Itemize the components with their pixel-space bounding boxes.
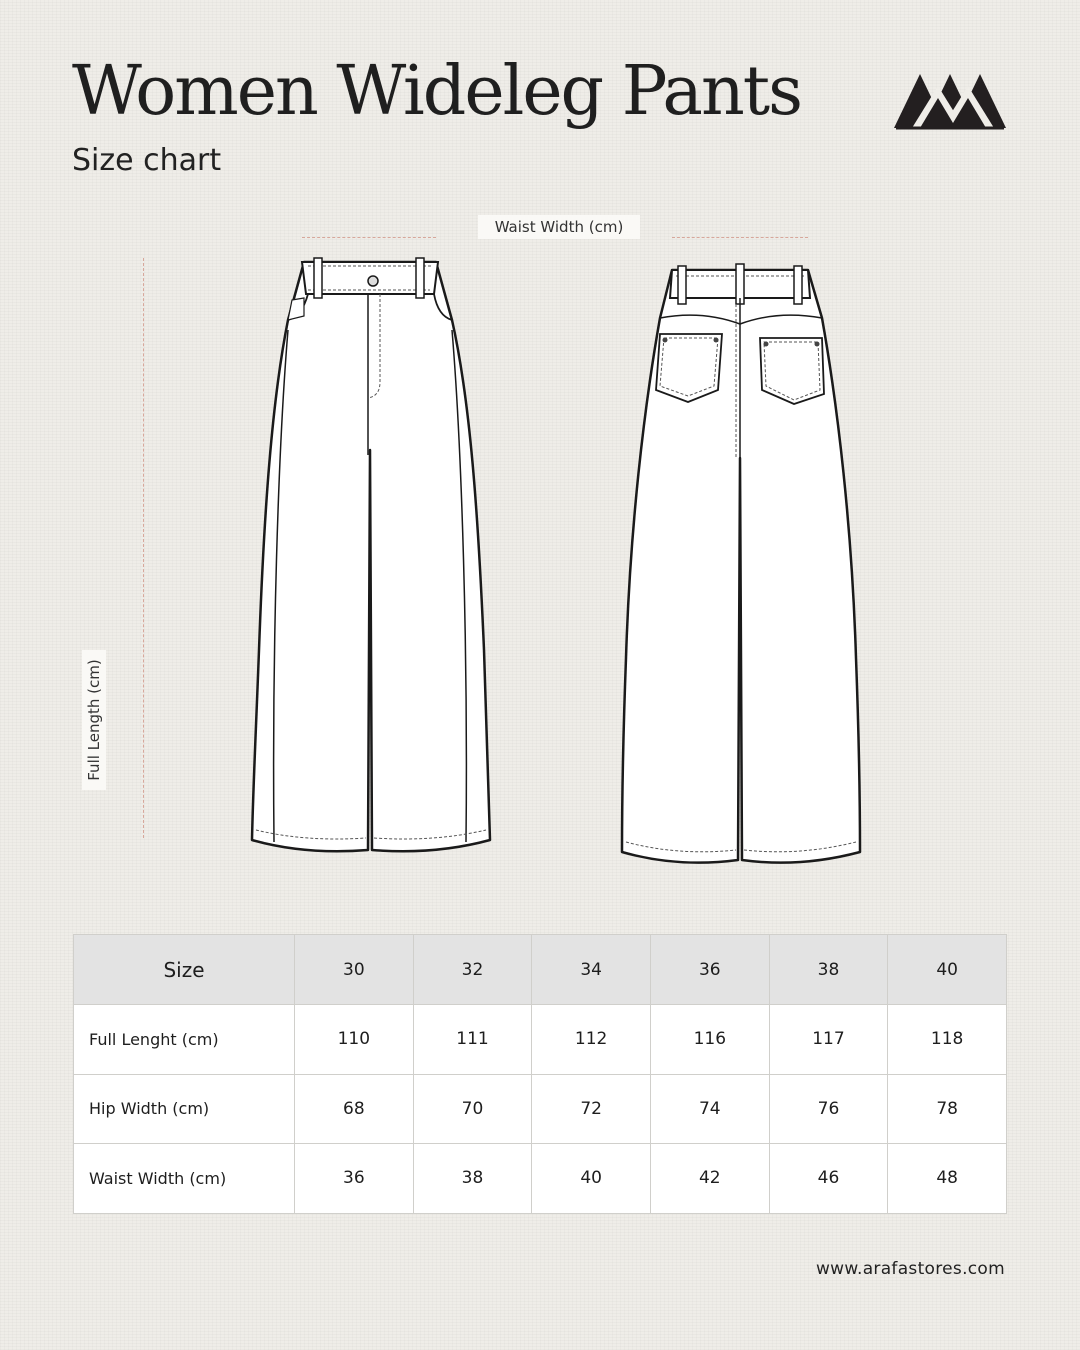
table-cell: 38	[413, 1144, 532, 1214]
table-cell: 78	[888, 1074, 1007, 1144]
waist-width-label: Waist Width (cm)	[478, 215, 640, 239]
waist-guide-right	[672, 237, 808, 238]
waist-guide-left	[302, 237, 436, 238]
table-header-row	[74, 935, 1007, 1005]
header-cell: Size	[74, 935, 295, 1005]
row-label: Waist Width (cm)	[74, 1144, 295, 1214]
page-subtitle: Size chart	[72, 143, 222, 178]
table-cell: 74	[650, 1074, 769, 1144]
size-chart-table	[73, 934, 1007, 1214]
table-cell: 68	[295, 1074, 414, 1144]
table-cell: 72	[532, 1074, 651, 1144]
table-cell: 36	[295, 1144, 414, 1214]
table-row	[74, 1074, 1007, 1144]
table-cell: 46	[769, 1144, 888, 1214]
header-cell: 40	[888, 935, 1007, 1005]
length-guide	[143, 258, 144, 838]
table-cell: 111	[413, 1005, 532, 1075]
table-cell: 110	[295, 1005, 414, 1075]
table-cell: 48	[888, 1144, 1007, 1214]
table-cell: 117	[769, 1005, 888, 1075]
full-length-label: Full Length (cm)	[85, 659, 103, 781]
header-cell: 30	[295, 935, 414, 1005]
header-cell: 38	[769, 935, 888, 1005]
table-cell: 42	[650, 1144, 769, 1214]
table-cell: 116	[650, 1005, 769, 1075]
store-url-link[interactable]: www.arafastores.com	[815, 1259, 1005, 1279]
header-cell: 34	[532, 935, 651, 1005]
pants-back-icon	[612, 258, 870, 870]
full-length-label-box	[82, 650, 106, 790]
table-row	[74, 1005, 1007, 1075]
table-cell: 40	[532, 1144, 651, 1214]
table-cell: 70	[413, 1074, 532, 1144]
header-cell: 36	[650, 935, 769, 1005]
table-row	[74, 1144, 1007, 1214]
row-label: Full Lenght (cm)	[74, 1005, 295, 1075]
pants-front-icon	[240, 250, 502, 865]
table-cell: 76	[769, 1074, 888, 1144]
brand-logo-icon	[894, 72, 1006, 130]
table-cell: 112	[532, 1005, 651, 1075]
page-title: Women Wideleg Pants	[72, 52, 801, 131]
row-label: Hip Width (cm)	[74, 1074, 295, 1144]
header-cell: 32	[413, 935, 532, 1005]
table-cell: 118	[888, 1005, 1007, 1075]
